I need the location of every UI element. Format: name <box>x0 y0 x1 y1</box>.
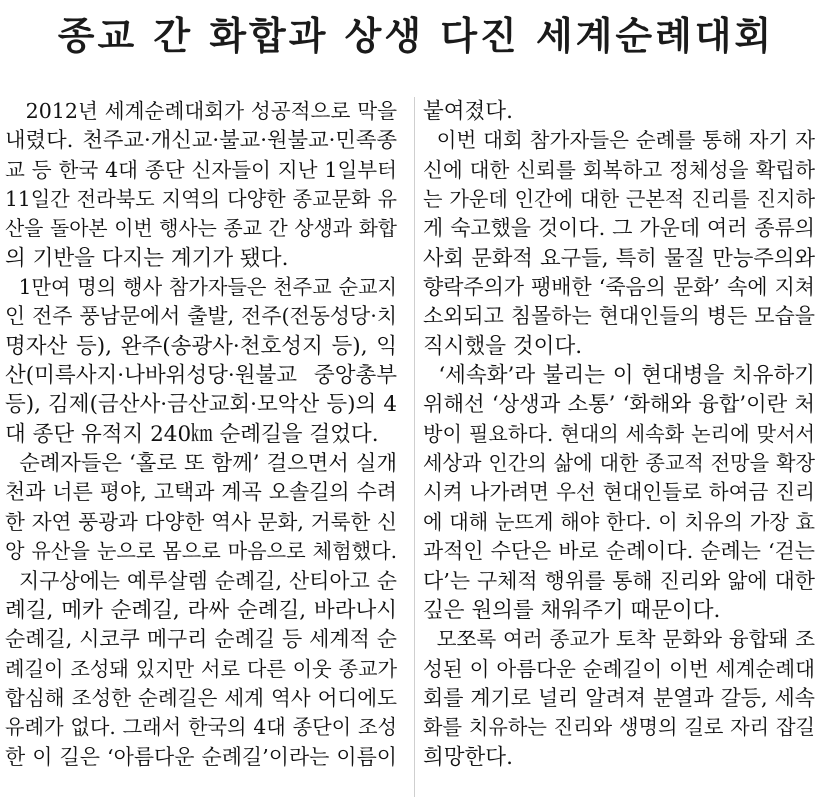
text-line: 회를 계기로 널리 알려져 분열과 갈등, 세속 <box>423 685 815 710</box>
text-line: 희망한다. <box>423 744 513 770</box>
text-line: 이번 대회 참가자들은 순례를 통해 자기 자 <box>423 128 815 153</box>
text-line: 유례가 없다. 그래서 한국의 4대 종단이 조성 <box>5 715 397 740</box>
text-line: 붙여졌다. <box>423 99 513 124</box>
text-line: 교 등 한국 4대 종단 신자들이 지난 1일부터 <box>5 157 397 182</box>
text-line: 순례자들은 ‘홀로 또 함께’ 걸으면서 실개 <box>5 451 397 477</box>
text-line: 에 대해 눈뜨게 해야 한다. 이 치유의 가장 효 <box>423 509 815 534</box>
text-line: 한 자연 풍광과 다양한 역사 문화, 거룩한 신 <box>5 509 397 534</box>
text-line: 11일간 전라북도 지역의 다양한 종교문화 유 <box>5 187 397 212</box>
text-line: 산(미륵사지·나바위성당·원불교 중앙총부 <box>5 363 397 389</box>
text-line: 순례길, 시코쿠 메구리 순례길 등 세계적 순 <box>5 627 397 652</box>
text-line: 명자산 등), 완주(송광사·천호성지 등), 익 <box>5 333 397 359</box>
text-line: 사회 문화적 요구들, 특히 물질 만능주의와 <box>423 245 815 271</box>
text-line: 앙 유산을 눈으로 몸으로 마음으로 체험했다. <box>5 539 397 564</box>
text-line: 성된 이 아름다운 순례길이 이번 세계순례대 <box>423 656 815 681</box>
article-column-left <box>5 97 397 772</box>
text-line: 2012년 세계순례대회가 성공적으로 막을 <box>5 99 397 123</box>
text-line: 대 종단 유적지 240㎞ 순례길을 걸었다. <box>5 421 379 447</box>
headline: 종교 간 화합과 상생 다진 세계순례대회 <box>57 14 775 58</box>
text-line: ‘세속화’라 불리는 이 현대병을 치유하기 <box>423 363 815 389</box>
text-line: 의 기반을 다지는 계기가 됐다. <box>5 245 289 271</box>
text-line: 신에 대한 신뢰를 회복하고 정체성을 확립하 <box>423 157 815 182</box>
text-line: 깊은 원의를 채워주기 때문이다. <box>423 597 721 623</box>
text-line: 다’는 구체적 행위를 통해 진리와 앎에 대한 <box>423 568 815 593</box>
text-line: 화를 치유하는 진리와 생명의 길로 자리 잡길 <box>423 715 815 740</box>
text-line: 위해선 ‘상생과 소통’ ‘화해와 융합’이란 처 <box>423 392 815 418</box>
text-line: 지구상에는 예루살렘 순례길, 산티아고 순 <box>5 568 397 593</box>
text-line: 과적인 수단은 바로 순례이다. 순례는 ‘걷는 <box>423 539 815 564</box>
text-line: 례길, 메카 순례길, 라싸 순례길, 바라나시 <box>5 597 397 623</box>
text-line: 산을 돌아본 이번 행사는 종교 간 상생과 화합 <box>5 217 397 241</box>
text-line: 천과 너른 평야, 고택과 계곡 오솔길의 수려 <box>5 480 397 505</box>
text-line: 한 이 길은 ‘아름다운 순례길’이라는 이름이 <box>5 744 397 769</box>
article-column-right <box>423 97 815 772</box>
text-line: 례길이 조성돼 있지만 서로 다른 이웃 종교가 <box>5 656 397 681</box>
text-line: 등), 김제(금산사·금산교회·모악산 등)의 4 <box>5 392 397 418</box>
text-line: 방이 필요하다. 현대의 세속화 논리에 맞서서 <box>423 421 815 446</box>
text-line: 1만여 명의 행사 참가자들은 천주교 순교지 <box>5 275 397 300</box>
text-line: 향락주의가 팽배한 ‘죽음의 문화’ 속에 지쳐 <box>423 275 815 300</box>
column-divider <box>414 97 415 797</box>
text-line: 시켜 나가려면 우선 현대인들로 하여금 진리 <box>423 480 815 505</box>
text-line: 소외되고 침몰하는 현대인들의 병든 모습을 <box>423 304 815 329</box>
text-line: 인 전주 풍남문에서 출발, 전주(전동성당·치 <box>5 304 397 329</box>
text-line: 합심해 조성한 순례길은 세계 역사 어디에도 <box>5 685 397 710</box>
text-line: 직시했을 것이다. <box>423 333 583 359</box>
text-line: 게 숙고했을 것이다. 그 가운데 여러 종류의 <box>423 216 815 241</box>
text-line: 내렸다. 천주교·개신교·불교·원불교·민족종 <box>5 128 397 154</box>
text-line: 세상과 인간의 삶에 대한 종교적 전망을 확장 <box>423 451 815 476</box>
text-line: 모쪼록 여러 종교가 토착 문화와 융합돼 조 <box>423 627 815 652</box>
text-line: 는 가운데 인간에 대한 근본적 진리를 진지하 <box>423 187 815 212</box>
